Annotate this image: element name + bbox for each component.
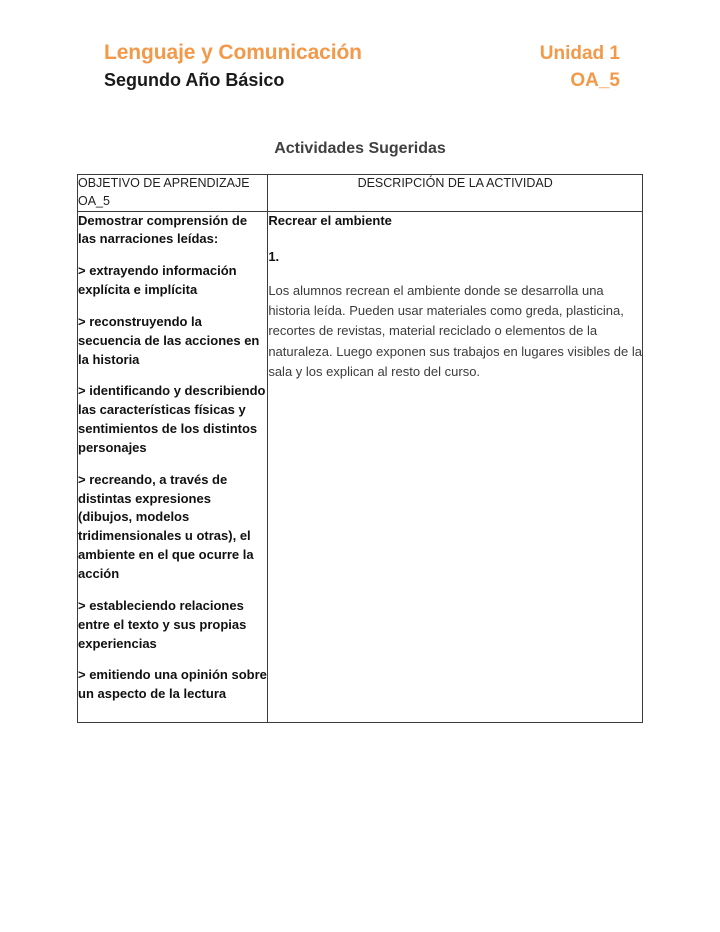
objective-item: > identificando y describiendo las características físicas y sentimientos de los distintos personajes xyxy=(78,383,266,455)
oa-code-label: OA_5 xyxy=(570,69,620,91)
document-header xyxy=(104,40,620,92)
objective-cell xyxy=(78,211,268,722)
objective-item: > recreando, a través de distintas expresiones (dibujos, modelos tridimensionales u otras), el ambiente en el que ocurre la acción xyxy=(78,471,254,581)
activity-body-text: Los alumnos recrean el ambiente donde se desarrolla una historia leída. Pueden usar materiales como greda, plasticina, recortes de revistas, material reciclado o elementos de la naturaleza. Luego exponen sus trabajos en lugares visibles de la sala y los explican al resto del curso. xyxy=(268,283,642,379)
subject-title: Lenguaje y Comunicación xyxy=(104,41,362,64)
header-row-secondary xyxy=(104,69,620,92)
activity-number: 1. xyxy=(268,249,280,265)
table-header-objective: OBJETIVO DE APRENDIZAJE OA_5 xyxy=(78,175,268,212)
table-row xyxy=(78,211,643,722)
activities-table xyxy=(77,174,643,723)
objective-item: > emitiendo una opinión sobre un aspecto de la lectura xyxy=(78,667,267,702)
objective-item: > reconstruyendo la secuencia de las acciones en la historia xyxy=(78,313,260,367)
header-row-primary xyxy=(104,40,620,66)
grade-level-subtitle: Segundo Año Básico xyxy=(104,69,285,90)
description-cell xyxy=(268,211,643,722)
objective-item: > estableciendo relaciones entre el texto y sus propias experiencias xyxy=(78,597,247,651)
table-header-description: DESCRIPCIÓN DE LA ACTIVIDAD xyxy=(268,175,643,212)
objective-item: > extrayendo información explícita e implícita xyxy=(78,263,237,298)
activity-title: Recrear el ambiente xyxy=(268,212,392,228)
objective-intro: Demostrar comprensión de las narraciones leídas: xyxy=(78,212,248,247)
section-title: Actividades Sugeridas xyxy=(274,140,446,157)
unit-label: Unidad 1 xyxy=(539,43,620,64)
table-header-row xyxy=(78,175,643,212)
